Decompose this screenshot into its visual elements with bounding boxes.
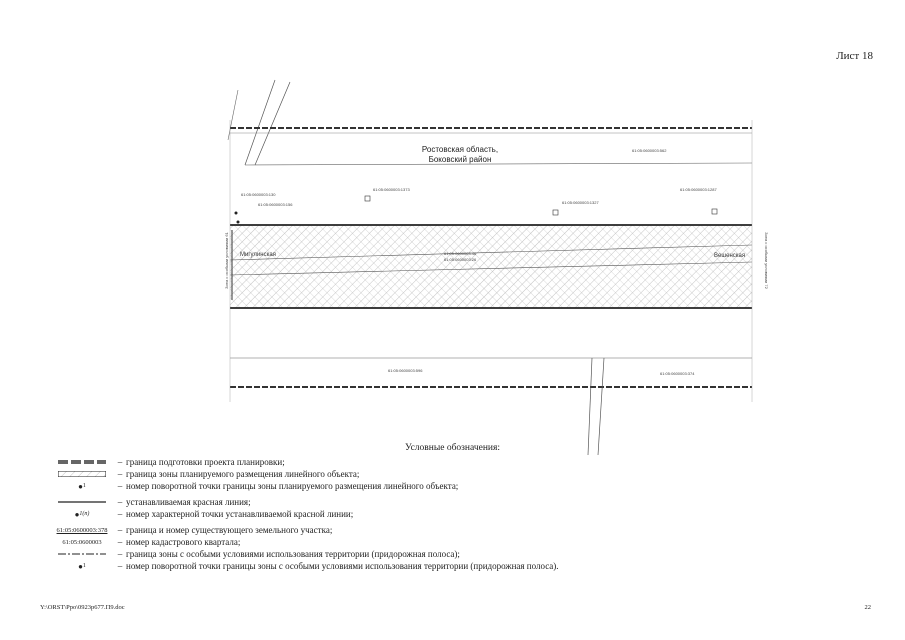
point-number: 1: [82, 483, 86, 489]
region-label: [400, 145, 520, 165]
road-line: [228, 90, 238, 140]
legend-row: [50, 508, 559, 520]
turning-point: [235, 212, 238, 215]
parcel-label: 61:05:0600003:130: [241, 192, 276, 197]
parcel-marker: [712, 209, 717, 214]
turning-point: [237, 221, 240, 224]
page-number: 22: [864, 604, 871, 611]
edge-label-left: Зона с особыми условиями 61: [223, 232, 229, 289]
dash: –: [117, 549, 123, 559]
dash: –: [117, 457, 123, 467]
quarter-symbol: [50, 536, 114, 548]
red-line-symbol: [50, 496, 114, 508]
dash: –: [117, 497, 123, 507]
parcel-label: 61:05:0600003:1373: [373, 187, 410, 192]
legend-row: [50, 468, 559, 480]
parcel-label: 61:05:0600003:596: [388, 368, 423, 373]
quarter-symbol-text: 61:05:0600003: [62, 538, 102, 546]
legend-row: [50, 456, 559, 468]
point-number: 1: [82, 563, 86, 569]
side-road: [598, 358, 604, 455]
roadside-point-symbol: ● 1: [78, 561, 86, 571]
parcel-label: 61:05:0600003:562: [632, 148, 667, 153]
planned-zone-hatch2: [230, 225, 752, 308]
parcel-label: 61:05:0600003:1327: [562, 200, 599, 205]
legend-desc: номер кадастрового квартала;: [126, 537, 241, 547]
dash: –: [117, 537, 123, 547]
road-line: [255, 82, 290, 165]
dash: –: [117, 469, 123, 479]
dash: –: [117, 525, 123, 535]
region-line-2: Боковский район: [428, 155, 492, 164]
legend-desc: номер поворотной точки границы зоны планируемого размещения линейного объекта;: [126, 481, 459, 491]
region-line-1: Ростовская область,: [421, 145, 499, 154]
parcel-symbol-text: 61:05:0600003:378: [56, 526, 108, 534]
legend-desc: граница и номер существующего земельного участка;: [126, 525, 333, 535]
parcel-marker: [365, 196, 370, 201]
parcel-label: 61:05:0600003:46: [444, 251, 477, 256]
legend-row: [50, 548, 559, 560]
legend-row: [50, 524, 559, 536]
parcel-label: 61:05:0600003:26: [444, 257, 477, 262]
town-label-right: Вешенская: [714, 253, 746, 259]
town-label-left: Мигулинская: [240, 252, 276, 258]
dash: –: [117, 509, 123, 519]
turning-point-symbol: ● 1: [78, 481, 86, 491]
legend-desc: номер поворотной точки границы зоны с особыми условиями использования территории (придорожная полоса).: [126, 561, 559, 571]
red-point-number: 1(п): [79, 511, 90, 517]
parcel-symbol: [50, 524, 114, 536]
red-line-point-symbol: ● 1(п): [74, 509, 90, 519]
parcel-label: 61:05:0600003:1287: [680, 187, 717, 192]
file-path: Y:\ORST\Ppo\0923p677.П9.doc: [40, 604, 125, 611]
planning-boundary-symbol: [50, 456, 114, 468]
side-road: [588, 358, 592, 455]
legend-desc: граница зоны с особыми условиями использования территории (придорожная полоса);: [126, 549, 460, 559]
dash: –: [117, 481, 123, 491]
legend-row: [50, 496, 559, 508]
legend-row: [50, 480, 559, 492]
dash: –: [117, 561, 123, 571]
parcel-marker: [553, 210, 558, 215]
planned-zone-symbol: [50, 468, 114, 480]
legend-desc: устанавливаемая красная линия;: [126, 497, 251, 507]
legend-row: [50, 536, 559, 548]
legend-row: [50, 560, 559, 572]
parcel-label: 61:05:0600003:156: [258, 202, 293, 207]
edge-label-right: Зона с особыми условиями 72: [763, 232, 769, 289]
roadside-zone-symbol: [50, 548, 114, 560]
legend-desc: граница подготовки проекта планировки;: [126, 457, 285, 467]
legend-desc: граница зоны планируемого размещения линейного объекта;: [126, 469, 360, 479]
sheet-label: Лист 18: [836, 50, 873, 62]
legend-desc: номер характерной точки устанавливаемой красной линии;: [126, 509, 354, 519]
legend-title: Условные обозначения:: [404, 443, 500, 453]
legend: [50, 456, 559, 572]
parcel-label: 61:05:0600003:374: [660, 371, 695, 376]
